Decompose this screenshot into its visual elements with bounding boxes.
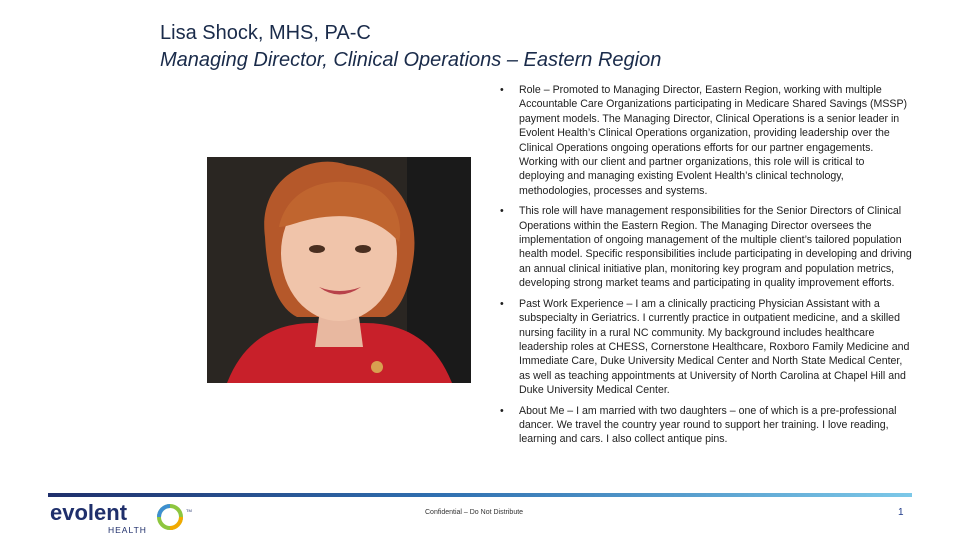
bullet-item-experience	[497, 297, 912, 398]
logo-health-text: HEALTH	[108, 525, 147, 535]
bullet-text: Role – Promoted to Managing Director, Eastern Region, working with multiple Accountable Care Organizations participating in Medicare Shared Savings (MSSP) payment models. The Managing Director, Clinical Operations is a senior leader in Evolent Health’s Clinical Operations organization, providing leadership over the Clinical Operations ongoing operations efforts for our partner engagements. Working with our client and partner organizations, this role will is critical to deploying and managing existing Evolent Health’s clinical technology, methodologies, processes and systems.	[519, 84, 908, 197]
bullet-item-responsibilities	[497, 204, 912, 290]
bullet-list	[497, 83, 912, 453]
bullet-marker: •	[500, 84, 504, 96]
bullet-marker: •	[500, 205, 504, 218]
page-number: 1	[898, 507, 904, 518]
logo-wordmark: evolent	[50, 500, 128, 525]
bullet-item-about-me	[497, 404, 912, 447]
logo-ring-icon	[159, 506, 181, 528]
portrait-photo-icon	[207, 157, 471, 383]
bullet-text: Past Work Experience – I am a clinically practicing Physician Assistant with a subspecialty in Geriatrics. I currently practice in outpatient medicine, and a skilled nursing facility in a rural NC community. My background includes healthcare leadership roles at CHESS, Cornerstone Healthcare, Roxboro Family Medicine and Immediate Care, Duke University Medical Center and North State Medical Center, as well as teaching appointments at University of North Carolina at Chapel Hill and Duke University Medical Center.	[519, 297, 910, 397]
bullet-marker: •	[500, 404, 504, 417]
bullet-text: About Me – I am married with two daughters – one of which is a pre-professional dancer. We travel the country year round to support her training. I love reading, learning and cars. I also collect antique pins.	[519, 404, 897, 446]
footer-divider	[48, 493, 912, 497]
bullet-marker: •	[500, 297, 504, 310]
logo-trademark: TM	[186, 508, 192, 513]
evolent-health-logo	[50, 500, 200, 536]
bullet-item-role	[497, 83, 912, 198]
confidential-notice: Confidential – Do Not Distribute	[425, 509, 524, 516]
page-title: Lisa Shock, MHS, PA-C	[160, 22, 371, 44]
bullet-text: This role will have management responsibilities for the Senior Directors of Clinical Operations within the Eastern Region. The Managing Director oversees the implementation of ongoing management of the multiple client’s tailored population health model. Specific responsibilities include participating in developing and driving an annual clinical initiative plan, monitoring key program and population metrics, developing strong market teams and participating in quality improvement efforts.	[519, 205, 912, 290]
page-subtitle: Managing Director, Clinical Operations – Eastern Region	[160, 49, 662, 71]
